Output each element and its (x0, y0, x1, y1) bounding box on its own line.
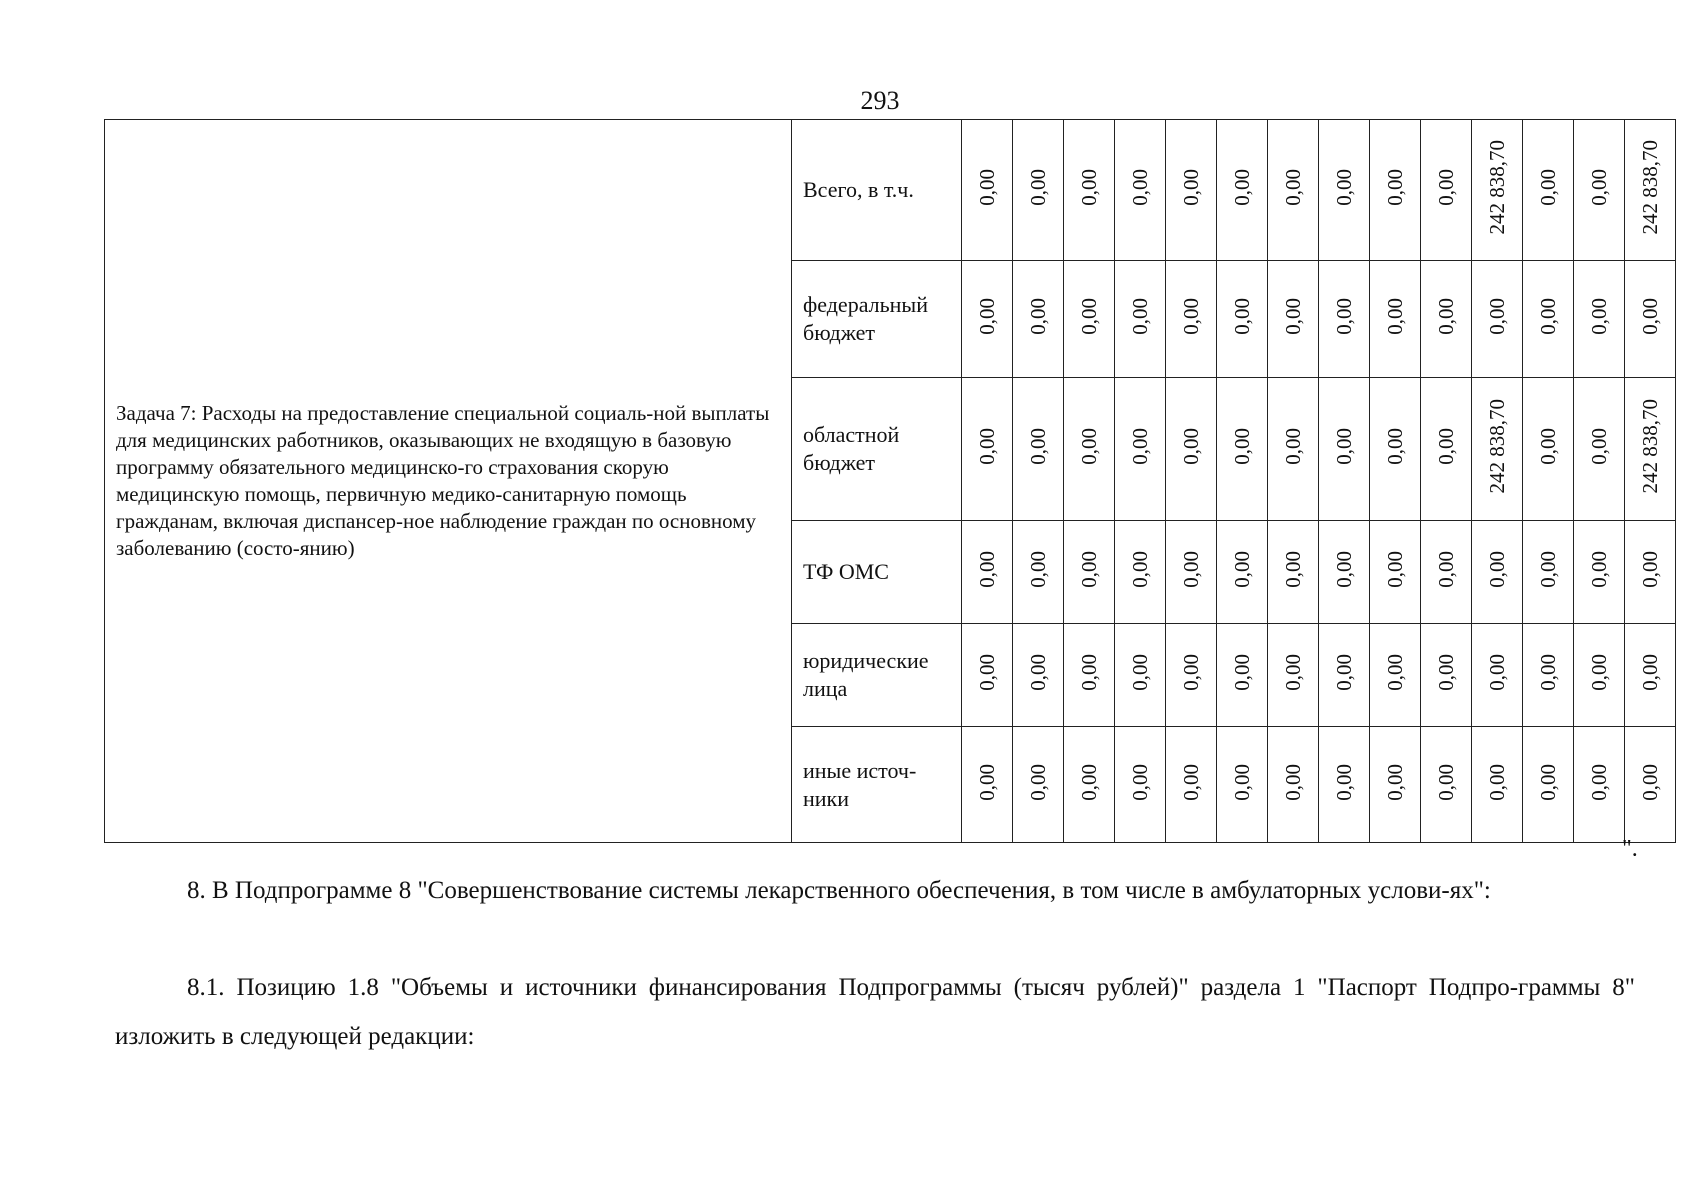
table-row (105, 120, 1676, 261)
value-text: 0,00 (1128, 551, 1152, 588)
value-text: 0,00 (1230, 551, 1254, 588)
value-cell (1115, 727, 1166, 843)
value-cell (1574, 120, 1625, 261)
value-cell (1013, 521, 1064, 624)
value-text: 0,00 (1434, 654, 1458, 691)
value-cell (1472, 624, 1523, 727)
value-cell (1115, 624, 1166, 727)
value-cell (962, 378, 1013, 521)
value-text: 0,00 (1332, 763, 1356, 801)
value-text: 0,00 (1536, 298, 1560, 335)
value-cell (1166, 378, 1217, 521)
value-cell (1472, 727, 1523, 843)
value-cell (1625, 261, 1676, 378)
value-text: 0,00 (1077, 551, 1101, 588)
value-text: 0,00 (1026, 763, 1050, 801)
value-text: 0,00 (1587, 428, 1611, 465)
value-text: 242 838,70 (1485, 140, 1509, 235)
value-cell (1013, 120, 1064, 261)
value-cell (1625, 727, 1676, 843)
value-text: 0,00 (1383, 654, 1407, 691)
value-text: 0,00 (1587, 654, 1611, 691)
value-cell (1013, 624, 1064, 727)
value-text: 0,00 (1485, 298, 1509, 335)
value-cell (962, 521, 1013, 624)
value-cell (1217, 624, 1268, 727)
paragraph-8: 8. В Подпрограмме 8 "Совершенствование системы лекарственного обеспечения, в том числе в амбулаторных услови-ях": (187, 877, 1491, 904)
value-cell (1574, 624, 1625, 727)
value-text: 0,00 (1179, 298, 1203, 335)
value-cell (962, 624, 1013, 727)
value-text: 0,00 (1128, 169, 1152, 206)
value-text: 0,00 (1128, 298, 1152, 335)
value-text: 0,00 (1485, 551, 1509, 588)
value-text: 0,00 (1332, 654, 1356, 691)
value-text: 0,00 (1026, 551, 1050, 588)
value-cell (1064, 727, 1115, 843)
value-text: 0,00 (1434, 298, 1458, 335)
value-cell (1421, 521, 1472, 624)
value-text: 0,00 (1281, 298, 1305, 335)
value-cell (1166, 261, 1217, 378)
value-text: 0,00 (1536, 763, 1560, 801)
value-text: 0,00 (1230, 298, 1254, 335)
value-text: 0,00 (1077, 169, 1101, 206)
value-cell (1319, 727, 1370, 843)
value-text: 0,00 (1434, 169, 1458, 206)
value-text: 242 838,70 (1485, 399, 1509, 494)
value-cell (1319, 120, 1370, 261)
value-cell (1217, 261, 1268, 378)
value-text: 0,00 (1638, 551, 1662, 588)
value-text: 0,00 (1026, 654, 1050, 691)
value-text: 242 838,70 (1638, 140, 1662, 235)
value-cell (1319, 624, 1370, 727)
value-text: 0,00 (1485, 654, 1509, 691)
value-text: 0,00 (1485, 763, 1509, 801)
funding-source-label: Всего, в т.ч. (792, 120, 962, 261)
value-text: 0,00 (1230, 169, 1254, 206)
value-cell (1625, 120, 1676, 261)
value-text: 0,00 (1383, 298, 1407, 335)
value-cell (1421, 727, 1472, 843)
funding-source-label: федеральный бюджет (792, 261, 962, 378)
value-cell (1421, 378, 1472, 521)
value-text: 0,00 (1179, 551, 1203, 588)
value-text: 0,00 (1587, 298, 1611, 335)
value-text: 0,00 (975, 654, 999, 691)
value-text: 0,00 (1077, 763, 1101, 801)
value-cell (1319, 521, 1370, 624)
value-text: 0,00 (1077, 298, 1101, 335)
value-cell (962, 261, 1013, 378)
value-text: 0,00 (1587, 763, 1611, 801)
value-cell (962, 727, 1013, 843)
value-text: 0,00 (1638, 654, 1662, 691)
value-text: 0,00 (1536, 551, 1560, 588)
value-text: 0,00 (1638, 298, 1662, 335)
value-text: 0,00 (1383, 551, 1407, 588)
value-text: 0,00 (1026, 428, 1050, 465)
value-text: 0,00 (1587, 551, 1611, 588)
value-cell (1523, 120, 1574, 261)
value-text: 0,00 (1536, 169, 1560, 206)
value-text: 0,00 (975, 551, 999, 588)
value-text: 0,00 (1434, 763, 1458, 801)
value-cell (1115, 521, 1166, 624)
value-cell (1370, 120, 1421, 261)
value-text: 0,00 (1179, 169, 1203, 206)
value-text: 0,00 (1230, 428, 1254, 465)
value-text: 0,00 (1128, 654, 1152, 691)
value-text: 0,00 (1128, 428, 1152, 465)
value-cell (1064, 120, 1115, 261)
value-cell (1217, 378, 1268, 521)
value-text: 242 838,70 (1638, 399, 1662, 494)
value-cell (1013, 727, 1064, 843)
value-cell (1064, 378, 1115, 521)
value-text: 0,00 (1026, 169, 1050, 206)
value-cell (1472, 261, 1523, 378)
value-cell (1268, 378, 1319, 521)
value-cell (1319, 261, 1370, 378)
value-cell (1523, 624, 1574, 727)
value-cell (1268, 120, 1319, 261)
value-cell (1574, 261, 1625, 378)
value-cell (1370, 624, 1421, 727)
value-cell (1319, 378, 1370, 521)
value-cell (1217, 120, 1268, 261)
value-text: 0,00 (1383, 169, 1407, 206)
value-cell (1574, 727, 1625, 843)
value-cell (1217, 521, 1268, 624)
value-text: 0,00 (1179, 654, 1203, 691)
value-text: 0,00 (1179, 428, 1203, 465)
value-cell (1370, 727, 1421, 843)
value-text: 0,00 (975, 428, 999, 465)
value-text: 0,00 (1230, 763, 1254, 801)
funding-source-label: иные источ-ники (792, 727, 962, 843)
closing-quote-mark: ". (1622, 836, 1638, 862)
value-cell (1268, 624, 1319, 727)
value-cell (1064, 624, 1115, 727)
value-cell (1115, 261, 1166, 378)
value-text: 0,00 (1281, 428, 1305, 465)
value-cell (1268, 261, 1319, 378)
value-text: 0,00 (1026, 298, 1050, 335)
value-text: 0,00 (1332, 298, 1356, 335)
value-text: 0,00 (1077, 428, 1101, 465)
page-number: 293 (860, 86, 900, 115)
value-cell (1472, 521, 1523, 624)
value-cell (1421, 261, 1472, 378)
value-cell (1574, 521, 1625, 624)
value-text: 0,00 (1179, 763, 1203, 801)
value-text: 0,00 (975, 763, 999, 801)
value-cell (1472, 120, 1523, 261)
value-text: 0,00 (1536, 428, 1560, 465)
value-cell (1064, 261, 1115, 378)
value-text: 0,00 (1332, 169, 1356, 206)
value-cell (1472, 378, 1523, 521)
value-cell (1217, 727, 1268, 843)
value-cell (1574, 378, 1625, 521)
value-text: 0,00 (1332, 428, 1356, 465)
value-cell (1115, 378, 1166, 521)
value-text: 0,00 (1383, 428, 1407, 465)
task-description: Задача 7: Расходы на предоставление специальной социаль-ной выплаты для медицинских работников, оказывающих не входящую в базовую программу обязательного медицинско-го страхования скорую медицинскую помощь, первичную медико-санитарную помощь гражданам, включая диспансер-ное наблюдение граждан по основному заболеванию (состо-янию) (105, 120, 792, 843)
value-text: 0,00 (1434, 551, 1458, 588)
value-cell (1370, 378, 1421, 521)
paragraph-8-1: 8.1. Позицию 1.8 "Объемы и источники финансирования Подпрограммы (тысяч рублей)" раздела 1 "Паспорт Подпро-граммы 8" изложить в следующей редакции: (115, 974, 1635, 1050)
value-cell (1625, 624, 1676, 727)
value-text: 0,00 (1077, 654, 1101, 691)
value-text: 0,00 (1281, 169, 1305, 206)
value-text: 0,00 (1281, 763, 1305, 801)
funding-source-label: областной бюджет (792, 378, 962, 521)
value-cell (1064, 521, 1115, 624)
value-cell (1115, 120, 1166, 261)
funding-source-label: юридические лица (792, 624, 962, 727)
value-cell (1268, 521, 1319, 624)
value-text: 0,00 (975, 298, 999, 335)
value-text: 0,00 (975, 169, 999, 206)
value-text: 0,00 (1332, 551, 1356, 588)
value-cell (1268, 727, 1319, 843)
value-cell (1370, 261, 1421, 378)
value-cell (1625, 521, 1676, 624)
value-text: 0,00 (1638, 763, 1662, 801)
funding-source-label: ТФ ОМС (792, 521, 962, 624)
value-text: 0,00 (1128, 763, 1152, 801)
value-text: 0,00 (1281, 654, 1305, 691)
value-cell (1625, 378, 1676, 521)
value-text: 0,00 (1587, 169, 1611, 206)
value-cell (1013, 378, 1064, 521)
value-cell (1013, 261, 1064, 378)
value-cell (1523, 521, 1574, 624)
value-cell (1523, 727, 1574, 843)
value-cell (1523, 261, 1574, 378)
value-cell (1166, 624, 1217, 727)
value-text: 0,00 (1383, 763, 1407, 801)
value-text: 0,00 (1536, 654, 1560, 691)
value-text: 0,00 (1230, 654, 1254, 691)
funding-table (104, 119, 1676, 843)
value-cell (1421, 120, 1472, 261)
value-cell (1523, 378, 1574, 521)
value-cell (962, 120, 1013, 261)
value-cell (1166, 120, 1217, 261)
value-text: 0,00 (1281, 551, 1305, 588)
value-cell (1421, 624, 1472, 727)
value-cell (1166, 727, 1217, 843)
value-cell (1166, 521, 1217, 624)
value-cell (1370, 521, 1421, 624)
value-text: 0,00 (1434, 428, 1458, 465)
